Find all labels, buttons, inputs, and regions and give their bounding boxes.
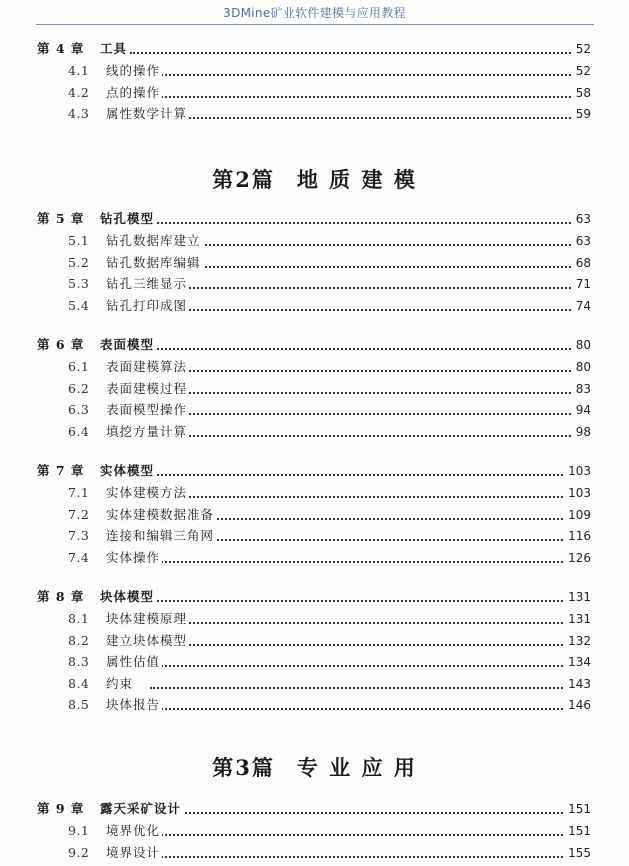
toc-chapter-row[interactable]: [0, 462, 629, 482]
section-number: 8.1: [68, 611, 90, 626]
chapter-number: 第 4 章: [37, 41, 85, 56]
section-number: 4.2: [68, 84, 90, 100]
section-number: 4.1: [68, 63, 90, 78]
dot-leader: [150, 392, 591, 394]
section-title: 表面模型操作: [106, 402, 188, 417]
section-title: 填挖方量计算: [106, 423, 188, 439]
section-title: 表面建模算法: [106, 359, 188, 374]
page-number: 103: [565, 462, 591, 480]
dot-leader: [150, 539, 591, 541]
section-number: 6.1: [68, 359, 90, 374]
section-number: 6.3: [68, 402, 90, 417]
section-title: 钻孔数据库编辑: [106, 254, 201, 270]
toc-section-row[interactable]: [0, 822, 629, 842]
toc-section-row[interactable]: [0, 358, 629, 378]
page-number: 151: [565, 822, 591, 840]
toc-section-row[interactable]: [0, 696, 629, 716]
part-title: 地 质 建 模: [296, 167, 417, 192]
toc-section-row[interactable]: [0, 232, 629, 252]
section-number: 8.2: [68, 632, 90, 648]
page-number: 59: [573, 105, 591, 123]
dot-leader: [130, 474, 591, 476]
dot-leader: [150, 518, 591, 520]
section-title: 属性数学计算: [106, 106, 188, 121]
section-title: 钻孔三维显示: [106, 276, 188, 291]
section-number: 7.4: [68, 549, 90, 565]
section-number: 5.1: [68, 233, 90, 248]
toc-section-row[interactable]: [0, 105, 629, 125]
page-number: 109: [565, 506, 591, 524]
section-title: 表面建模过程: [106, 380, 188, 396]
chapter-number: 第 7 章: [37, 463, 85, 478]
page-number: 155: [565, 844, 591, 862]
page-number: 68: [573, 254, 591, 272]
section-title: 钻孔打印成图: [106, 297, 188, 313]
page-number: 146: [565, 696, 591, 714]
page-number: 74: [573, 297, 591, 315]
page-number: 116: [565, 527, 591, 545]
toc-section-row[interactable]: [0, 527, 629, 547]
header-rule: [36, 24, 594, 25]
dot-leader: [150, 413, 591, 415]
dot-leader: [150, 644, 591, 646]
page-number: 71: [573, 275, 591, 293]
section-title: 实体建模数据准备: [106, 506, 215, 522]
section-title: 约束: [106, 675, 134, 691]
section-number: 4.3: [68, 106, 90, 121]
toc-section-row[interactable]: [0, 610, 629, 630]
section-number: 8.5: [68, 697, 90, 712]
section-number: 6.2: [68, 380, 90, 396]
chapter-number: 第 5 章: [37, 211, 85, 226]
section-number: 5.3: [68, 276, 90, 291]
part-number: 第2篇: [212, 167, 275, 192]
chapter-number: 第 6 章: [37, 337, 85, 352]
page-number: 94: [573, 401, 591, 419]
toc-section-row[interactable]: [0, 254, 629, 274]
chapter-title: 露天采矿设计: [100, 801, 182, 816]
page-number: 134: [565, 653, 591, 671]
section-number: 9.1: [68, 823, 90, 838]
dot-leader: [150, 244, 591, 246]
section-number: 7.1: [68, 485, 90, 500]
page-number: 131: [565, 588, 591, 606]
section-title: 块体建模原理: [106, 611, 188, 626]
toc-section-row[interactable]: [0, 275, 629, 295]
part-heading: [0, 164, 629, 194]
dot-leader: [150, 708, 591, 710]
page-number: 63: [573, 232, 591, 250]
dot-leader: [150, 687, 591, 689]
section-number: 7.3: [68, 528, 90, 543]
page-number: 80: [573, 358, 591, 376]
section-number: 9.2: [68, 844, 90, 860]
page-number: 83: [573, 380, 591, 398]
page-number: 58: [573, 84, 591, 102]
section-title: 连接和编辑三角网: [106, 528, 215, 543]
dot-leader: [150, 496, 591, 498]
section-title: 钻孔数据库建立: [106, 233, 201, 248]
page-number: 63: [573, 210, 591, 228]
page-number: 132: [565, 632, 591, 650]
section-number: 8.4: [68, 675, 90, 691]
running-header: 3DMine矿业软件建模与应用教程: [223, 6, 406, 20]
part-title: 专 业 应 用: [296, 755, 417, 780]
toc-section-row[interactable]: [0, 423, 629, 443]
page-number: 80: [573, 336, 591, 354]
page-number: 151: [565, 800, 591, 818]
toc-section-row[interactable]: [0, 380, 629, 400]
dot-leader: [130, 52, 591, 54]
dot-leader: [130, 600, 591, 602]
toc-chapter-row[interactable]: [0, 800, 629, 820]
toc-section-row[interactable]: [0, 549, 629, 569]
toc-section-row[interactable]: [0, 653, 629, 673]
toc-chapter-row[interactable]: [0, 588, 629, 608]
dot-leader: [150, 117, 591, 119]
page-number: 103: [565, 484, 591, 502]
page-number: 126: [565, 549, 591, 567]
chapter-title: 实体模型: [100, 463, 155, 478]
chapter-title: 钻孔模型: [100, 211, 155, 226]
section-title: 实体建模方法: [106, 485, 188, 500]
section-title: 境界设计: [106, 844, 161, 860]
page-number: 143: [565, 675, 591, 693]
page-number: 131: [565, 610, 591, 628]
toc-chapter-row[interactable]: [0, 40, 629, 60]
dot-leader: [150, 561, 591, 563]
chapter-number: 第 8 章: [37, 589, 85, 604]
dot-leader: [150, 96, 591, 98]
part-number: 第3篇: [212, 755, 275, 780]
dot-leader: [150, 309, 591, 311]
section-number: 5.4: [68, 297, 90, 313]
page-number: 98: [573, 423, 591, 441]
section-number: 7.2: [68, 506, 90, 522]
toc-section-row[interactable]: [0, 675, 629, 695]
toc-section-row[interactable]: [0, 632, 629, 652]
section-number: 8.3: [68, 654, 90, 669]
dot-leader: [150, 370, 591, 372]
page-number: 52: [573, 40, 591, 58]
section-title: 建立块体模型: [106, 632, 188, 648]
dot-leader: [150, 622, 591, 624]
toc-section-row[interactable]: [0, 297, 629, 317]
section-title: 境界优化: [106, 823, 161, 838]
toc-section-row[interactable]: [0, 62, 629, 82]
chapter-number: 第 9 章: [37, 801, 85, 816]
chapter-title: 工具: [100, 41, 128, 56]
section-number: 5.2: [68, 254, 90, 270]
toc-section-row[interactable]: [0, 84, 629, 104]
dot-leader: [150, 665, 591, 667]
toc-section-row[interactable]: [0, 401, 629, 421]
dot-leader: [150, 266, 591, 268]
part-heading: [0, 752, 629, 782]
dot-leader: [150, 74, 591, 76]
chapter-title: 块体模型: [100, 589, 155, 604]
section-title: 属性估值: [106, 654, 161, 669]
dot-leader: [130, 812, 591, 814]
dot-leader: [150, 834, 591, 836]
section-title: 块体报告: [106, 697, 161, 712]
dot-leader: [150, 435, 591, 437]
page-number: 52: [573, 62, 591, 80]
section-title: 实体操作: [106, 549, 161, 565]
toc-chapter-row[interactable]: [0, 210, 629, 230]
toc-section-row[interactable]: [0, 484, 629, 504]
dot-leader: [150, 856, 591, 858]
dot-leader: [130, 348, 591, 350]
dot-leader: [150, 287, 591, 289]
chapter-title: 表面模型: [100, 337, 155, 352]
dot-leader: [130, 222, 591, 224]
section-title: 点的操作: [106, 84, 161, 100]
toc-chapter-row[interactable]: [0, 336, 629, 356]
section-number: 6.4: [68, 423, 90, 439]
section-title: 线的操作: [106, 63, 161, 78]
toc-section-row[interactable]: [0, 506, 629, 526]
toc-section-row[interactable]: [0, 844, 629, 864]
